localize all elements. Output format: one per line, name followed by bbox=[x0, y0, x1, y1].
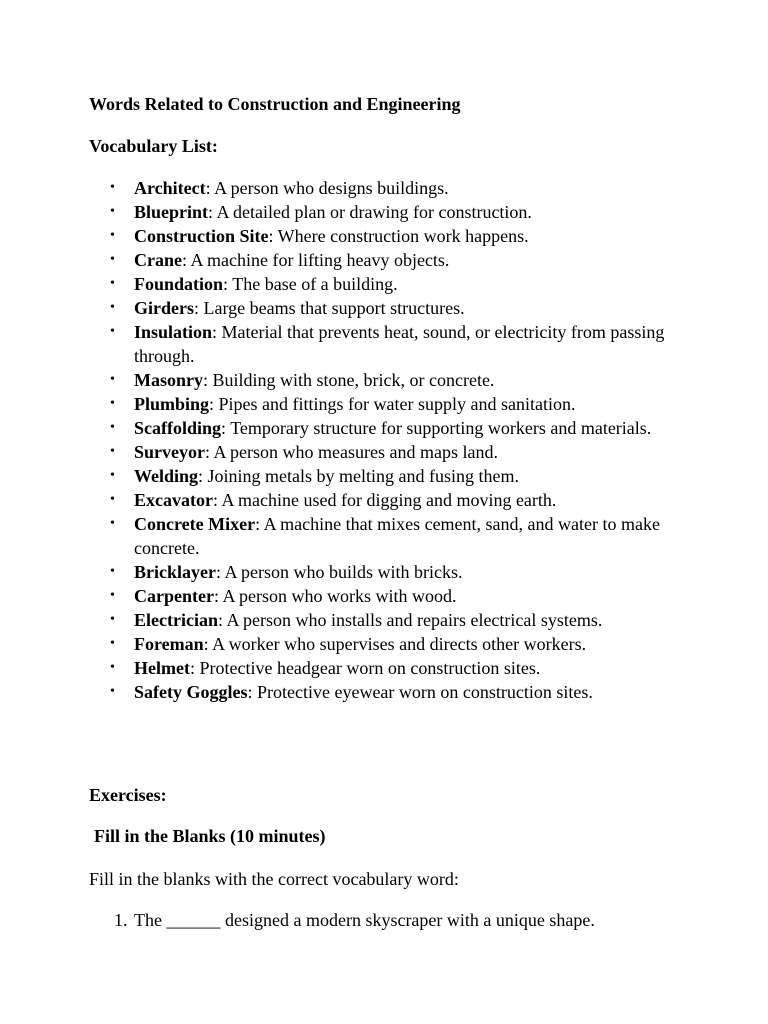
vocabulary-item bbox=[0, 176, 694, 200]
vocabulary-definition: : A worker who supervises and directs other workers. bbox=[203, 634, 587, 654]
bullet-icon: • bbox=[110, 324, 115, 339]
vocabulary-term: Surveyor bbox=[134, 442, 205, 462]
vocabulary-definition: : A person who designs buildings. bbox=[205, 178, 449, 198]
vocabulary-definition: : A machine that mixes cement, sand, and water to make concrete. bbox=[134, 514, 660, 558]
vocabulary-definition: : Protective eyewear worn on construction sites. bbox=[247, 682, 593, 702]
vocabulary-definition: : Pipes and fittings for water supply and sanitation. bbox=[209, 394, 576, 414]
vocabulary-term: Electrician bbox=[134, 610, 218, 630]
vocabulary-term: Helmet bbox=[134, 658, 190, 678]
vocabulary-term: Concrete Mixer bbox=[134, 514, 256, 534]
vocabulary-item bbox=[0, 464, 694, 488]
vocabulary-item bbox=[0, 248, 694, 272]
vocabulary-item bbox=[0, 272, 694, 296]
vocabulary-item bbox=[0, 488, 694, 512]
vocabulary-term: Safety Goggles bbox=[134, 682, 248, 702]
vocabulary-term: Scaffolding bbox=[134, 418, 222, 438]
vocabulary-item bbox=[0, 368, 694, 392]
vocabulary-item bbox=[0, 608, 694, 632]
exercise-text: The ______ designed a modern skyscraper with a unique shape. bbox=[134, 910, 595, 930]
vocabulary-definition: : A person who installs and repairs electrical systems. bbox=[217, 610, 603, 630]
vocabulary-item bbox=[0, 296, 694, 320]
bullet-icon: • bbox=[110, 612, 115, 627]
vocabulary-item bbox=[0, 416, 694, 440]
vocabulary-item bbox=[0, 632, 694, 656]
vocabulary-term: Girders bbox=[134, 298, 194, 318]
vocabulary-definition: : A machine used for digging and moving earth. bbox=[212, 490, 557, 510]
vocabulary-term: Masonry bbox=[134, 370, 203, 390]
vocabulary-term: Carpenter bbox=[134, 586, 214, 606]
vocabulary-term: Welding bbox=[134, 466, 199, 486]
bullet-icon: • bbox=[110, 660, 115, 675]
bullet-icon: • bbox=[110, 228, 115, 243]
vocabulary-term: Excavator bbox=[134, 490, 213, 510]
vocabulary-item bbox=[0, 680, 694, 704]
vocabulary-definition: : Material that prevents heat, sound, or electricity from passing through. bbox=[134, 322, 665, 366]
vocabulary-term: Construction Site bbox=[134, 226, 269, 246]
vocabulary-definition: : Where construction work happens. bbox=[268, 226, 529, 246]
vocabulary-term: Architect bbox=[134, 178, 206, 198]
vocabulary-term: Crane bbox=[134, 250, 182, 270]
vocabulary-item bbox=[0, 584, 694, 608]
vocabulary-term: Foreman bbox=[134, 634, 204, 654]
bullet-icon: • bbox=[110, 444, 115, 459]
vocabulary-definition: : Temporary structure for supporting workers and materials. bbox=[221, 418, 652, 438]
bullet-icon: • bbox=[110, 468, 115, 483]
exercise-item bbox=[0, 908, 768, 932]
bullet-icon: • bbox=[110, 516, 115, 531]
vocabulary-item bbox=[0, 200, 694, 224]
vocabulary-definition: : Protective headgear worn on construction sites. bbox=[189, 658, 541, 678]
exercise-list bbox=[0, 908, 768, 932]
vocabulary-item bbox=[0, 440, 694, 464]
bullet-icon: • bbox=[110, 636, 115, 651]
vocabulary-definition: : A person who works with wood. bbox=[213, 586, 457, 606]
vocabulary-item bbox=[0, 560, 694, 584]
vocabulary-term: Plumbing bbox=[134, 394, 210, 414]
bullet-icon: • bbox=[110, 204, 115, 219]
vocabulary-term: Foundation bbox=[134, 274, 224, 294]
exercise-number: 1. bbox=[114, 910, 128, 930]
vocabulary-definition: : A detailed plan or drawing for construction. bbox=[208, 202, 532, 222]
vocabulary-item bbox=[0, 320, 694, 368]
fill-blanks-instruction: Fill in the blanks with the correct vocabulary word: bbox=[89, 869, 459, 889]
fill-blanks-heading: Fill in the Blanks (10 minutes) bbox=[94, 826, 326, 846]
bullet-icon: • bbox=[110, 276, 115, 291]
vocabulary-term: Blueprint bbox=[134, 202, 209, 222]
vocabulary-definition: : Large beams that support structures. bbox=[194, 298, 465, 318]
exercises-heading: Exercises: bbox=[89, 785, 167, 805]
vocabulary-item bbox=[0, 656, 694, 680]
bullet-icon: • bbox=[110, 180, 115, 195]
vocabulary-term: Insulation bbox=[134, 322, 213, 342]
vocabulary-definition: : A person who builds with bricks. bbox=[215, 562, 463, 582]
bullet-icon: • bbox=[110, 372, 115, 387]
vocabulary-definition: : A machine for lifting heavy objects. bbox=[182, 250, 450, 270]
bullet-icon: • bbox=[110, 396, 115, 411]
vocabulary-definition: : A person who measures and maps land. bbox=[205, 442, 498, 462]
vocabulary-definition: : Joining metals by melting and fusing them. bbox=[198, 466, 519, 486]
vocabulary-item bbox=[0, 512, 694, 560]
bullet-icon: • bbox=[110, 588, 115, 603]
bullet-icon: • bbox=[110, 252, 115, 267]
bullet-icon: • bbox=[110, 420, 115, 435]
vocabulary-definition: : Building with stone, brick, or concrete. bbox=[203, 370, 495, 390]
bullet-icon: • bbox=[110, 684, 115, 699]
document-title: Words Related to Construction and Engineering bbox=[89, 94, 461, 114]
vocabulary-heading: Vocabulary List: bbox=[89, 136, 218, 156]
vocabulary-definition: : The base of a building. bbox=[223, 274, 398, 294]
vocabulary-item bbox=[0, 392, 694, 416]
bullet-icon: • bbox=[110, 564, 115, 579]
bullet-icon: • bbox=[110, 492, 115, 507]
vocabulary-list bbox=[0, 176, 768, 704]
bullet-icon: • bbox=[110, 300, 115, 315]
vocabulary-item bbox=[0, 224, 694, 248]
vocabulary-term: Bricklayer bbox=[134, 562, 216, 582]
